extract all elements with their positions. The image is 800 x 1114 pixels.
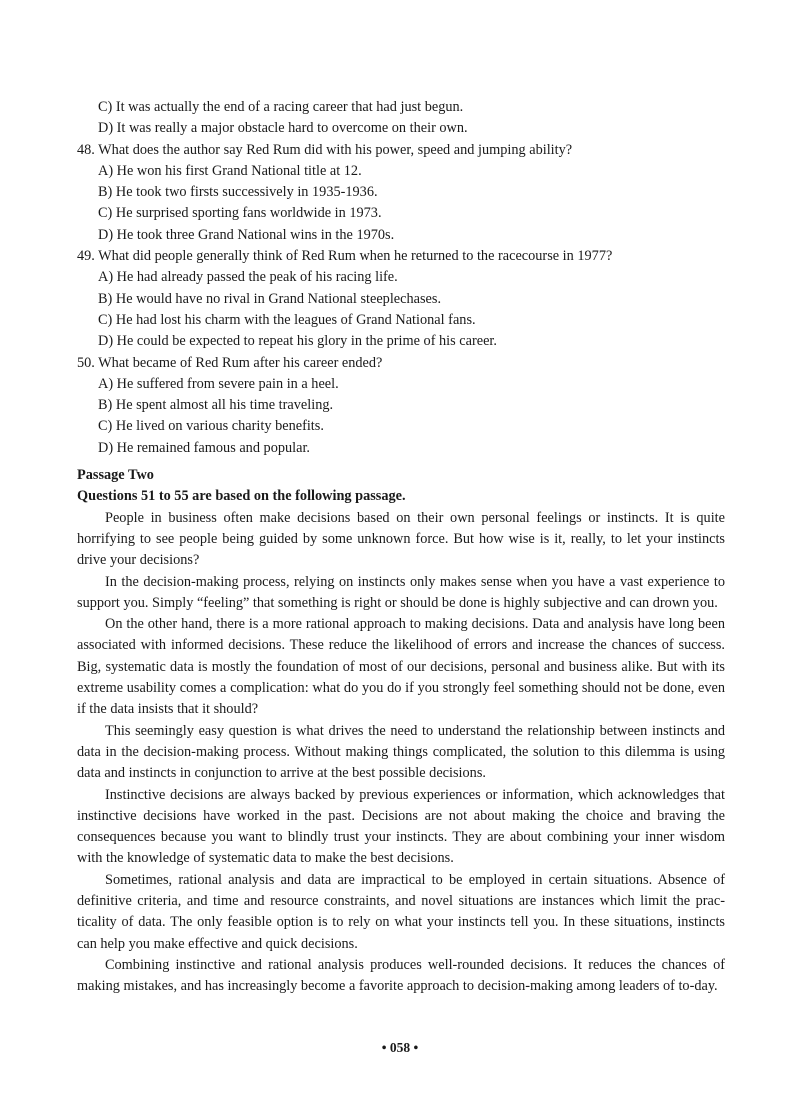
paragraph: Instinctive decisions are always backed by previous experiences or information, which acknowledges that instinctive decisions have worked in the past. Decisions are not about making the choice and braving the consequences because you want to blindly trust your instincts. They are about combining your inner wisdom with the knowledge of systematic data to make the best decisions.	[77, 786, 725, 867]
paragraph: In the decision-making process, relying on instincts only makes sense when you have a vast experience to support you. Simply “feeling” that something is right or should be done is highly subjective and can drown you.	[77, 573, 725, 611]
option-c: C) He had lost his charm with the leagues of Grand National fans.	[98, 311, 476, 328]
option-a: A) He suffered from severe pain in a heel.	[98, 375, 339, 392]
question-stem: 50. What became of Red Rum after his career ended?	[77, 354, 383, 371]
option-c: C) He lived on various charity benefits.	[98, 418, 324, 435]
paragraph: Combining instinctive and rational analysis produces well-rounded decisions. It reduces the chances of making mistakes, and has increasingly become a favorite approach to decision-making among leaders of to-day.	[77, 956, 725, 995]
option-b: B) He would have no rival in Grand National steeplechases.	[98, 290, 442, 307]
option-d: D) He remained famous and popular.	[98, 439, 311, 456]
paragraph: People in business often make decisions based on their own personal feelings or instincts. It is quite horrifying to see people being guided by some unknown force. But how wise is it, really, to let your instincts drive your decisions?	[77, 509, 725, 569]
option-d: D) He took three Grand National wins in the 1970s.	[98, 226, 395, 243]
option-47-d: D) It was really a major obstacle hard to overcome on their own.	[98, 120, 468, 137]
question-50	[77, 353, 725, 459]
page-number: • 058 •	[381, 1040, 419, 1055]
option-47-c: C) It was actually the end of a racing career that had just begun.	[98, 99, 464, 115]
question-stem: 48. What does the author say Red Rum did with his power, speed and jumping ability?	[77, 141, 573, 158]
passage-instruction: Questions 51 to 55 are based on the following passage.	[77, 488, 406, 505]
passage-body	[77, 508, 725, 998]
option-d: D) He could be expected to repeat his glory in the prime of his career.	[98, 333, 497, 350]
option-a: A) He had already passed the peak of his racing life.	[98, 269, 398, 286]
paragraph: This seemingly easy question is what drives the need to understand the relationship between instincts and data in the decision-making process. Without making things complicated, the solution to this dilemma is using data and instincts in conjunction to arrive at the best possible decisions.	[77, 722, 725, 782]
option-b: B) He took two firsts successively in 1935-1936.	[98, 184, 378, 201]
option-b: B) He spent almost all his time traveling.	[98, 397, 334, 414]
paragraph: Sometimes, rational analysis and data are impractical to be employed in certain situations. Absence of definitive criteria, and time and resource constraints, and novel situations are instances which limit the prac-ticality of data. The only feasible option is to rely on what your instincts tell you. In these situations, instincts can help you make effective and quick decisions.	[77, 871, 725, 952]
passage-title: Passage Two	[77, 467, 154, 484]
option-a: A) He won his first Grand National title at 12.	[98, 162, 362, 179]
question-stem: 49. What did people generally think of Red Rum when he returned to the racecourse in 1977?	[77, 248, 613, 265]
question-48	[77, 140, 725, 246]
paragraph: On the other hand, there is a more rational approach to making decisions. Data and analysis have long been associated with informed decisions. These reduce the likelihood of errors and increase the chances of success. Big, systematic data is mostly the foundation of most of our decisions, personal and business alike. But with its extreme usability comes a complication: what do you do if you strongly feel something should not be done, even if the data insists that it should?	[77, 616, 725, 718]
question-49	[77, 246, 725, 352]
option-c: C) He surprised sporting fans worldwide in 1973.	[98, 205, 382, 222]
page-content	[77, 97, 725, 997]
